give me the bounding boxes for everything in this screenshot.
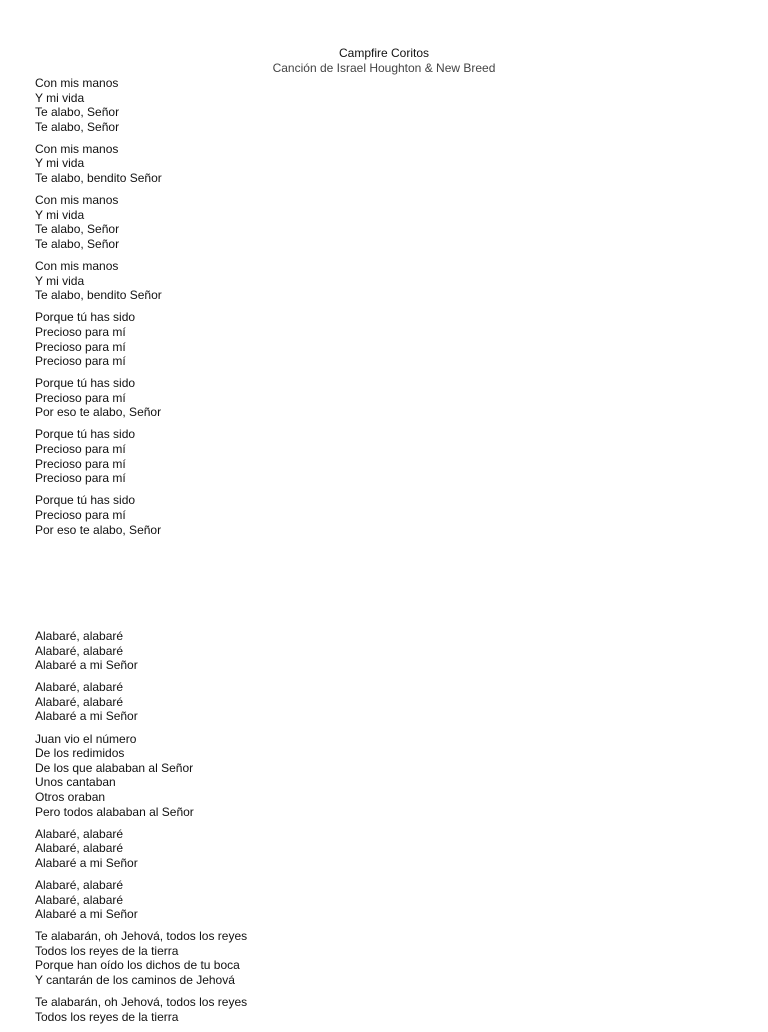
lyrics-stanza: [35, 427, 635, 485]
lyric-line: Te alabo, Señor: [35, 119, 120, 134]
lyric-line: Unos cantaban: [35, 775, 116, 790]
document-header: [0, 46, 768, 76]
lyric-line: Otros oraban: [35, 789, 106, 804]
lyrics-stanza: [35, 732, 635, 820]
lyric-line: Con mis manos: [35, 141, 119, 156]
lyric-line: Alabaré, alabaré: [35, 643, 124, 658]
lyric-line: Alabaré, alabaré: [35, 877, 124, 892]
lyric-line: Porque tú has sido: [35, 427, 136, 442]
lyric-line: Alabaré a mi Señor: [35, 907, 138, 922]
lyric-line: Alabaré, alabaré: [35, 680, 124, 695]
lyric-line: Alabaré, alabaré: [35, 892, 124, 907]
lyric-line: Alabaré, alabaré: [35, 694, 124, 709]
lyric-line: Y cantarán de los caminos de Jehová: [35, 972, 235, 987]
lyric-line: Alabaré a mi Señor: [35, 658, 138, 673]
lyric-line: Alabaré, alabaré: [35, 826, 124, 841]
lyric-line: Todos los reyes de la tierra: [35, 943, 179, 958]
lyric-line: Porque tú has sido: [35, 493, 136, 508]
lyrics-stanza: [35, 142, 635, 186]
lyrics-stanza: [35, 827, 635, 871]
lyrics-stanza: [35, 995, 635, 1024]
lyric-line: De los que alababan al Señor: [35, 760, 194, 775]
document-title: Campfire Coritos: [338, 46, 430, 60]
lyric-line: Te alabarán, oh Jehová, todos los reyes: [35, 995, 248, 1010]
lyric-line: Porque tú has sido: [35, 310, 136, 325]
lyric-line: Te alabo, bendito Señor: [35, 171, 162, 186]
lyric-line: Te alabo, Señor: [35, 222, 120, 237]
lyric-line: Y mi vida: [35, 273, 85, 288]
lyrics-stanza: [35, 493, 635, 537]
lyric-line: Precioso para mí: [35, 456, 126, 471]
lyric-line: Precioso para mí: [35, 390, 126, 405]
lyrics-stanza: [35, 629, 635, 673]
lyric-line: Precioso para mí: [35, 354, 126, 369]
lyrics-stanza: [35, 878, 635, 922]
lyric-line: Te alabarán, oh Jehová, todos los reyes: [35, 929, 248, 944]
lyric-line: Precioso para mí: [35, 324, 126, 339]
lyrics-stanza: [35, 259, 635, 303]
lyric-line: Con mis manos: [35, 259, 119, 274]
lyric-line: Alabaré, alabaré: [35, 629, 124, 643]
lyrics-stanza: [35, 193, 635, 251]
lyrics-stanza: [35, 680, 635, 724]
lyric-line: Alabaré, alabaré: [35, 841, 124, 856]
lyric-line: Porque han oído los dichos de tu boca: [35, 958, 240, 973]
lyric-line: Precioso para mí: [35, 442, 126, 457]
lyric-line: Por eso te alabo, Señor: [35, 522, 162, 537]
lyrics-stanza: [35, 929, 635, 987]
document-subtitle: Canción de Israel Houghton & New Breed: [272, 61, 496, 75]
song-section-2: [35, 629, 635, 1032]
lyric-line: Precioso para mí: [35, 339, 126, 354]
lyrics-stanza: [35, 310, 635, 368]
lyrics-stanza: [35, 376, 635, 420]
lyric-line: Y mi vida: [35, 207, 85, 222]
lyrics-stanza: [35, 76, 635, 134]
lyric-line: Porque tú has sido: [35, 376, 136, 391]
lyric-line: Todos los reyes de la tierra: [35, 1009, 179, 1024]
lyric-line: Por eso te alabo, Señor: [35, 405, 162, 420]
lyric-line: Precioso para mí: [35, 507, 126, 522]
lyric-line: Te alabo, Señor: [35, 105, 120, 120]
lyric-line: Y mi vida: [35, 90, 85, 105]
lyric-line: De los redimidos: [35, 746, 125, 761]
lyric-line: Con mis manos: [35, 193, 119, 208]
lyric-line: Te alabo, Señor: [35, 236, 120, 251]
lyric-line: Precioso para mí: [35, 471, 126, 486]
lyric-line: Alabaré a mi Señor: [35, 855, 138, 870]
lyric-line: Te alabo, bendito Señor: [35, 288, 162, 303]
lyric-line: Alabaré a mi Señor: [35, 709, 138, 724]
lyric-line: Pero todos alababan al Señor: [35, 804, 194, 819]
lyric-line: Con mis manos: [35, 76, 119, 90]
lyric-line: Juan vio el número: [35, 731, 137, 746]
lyric-line: Y mi vida: [35, 156, 85, 171]
song-section-1: [35, 76, 635, 545]
